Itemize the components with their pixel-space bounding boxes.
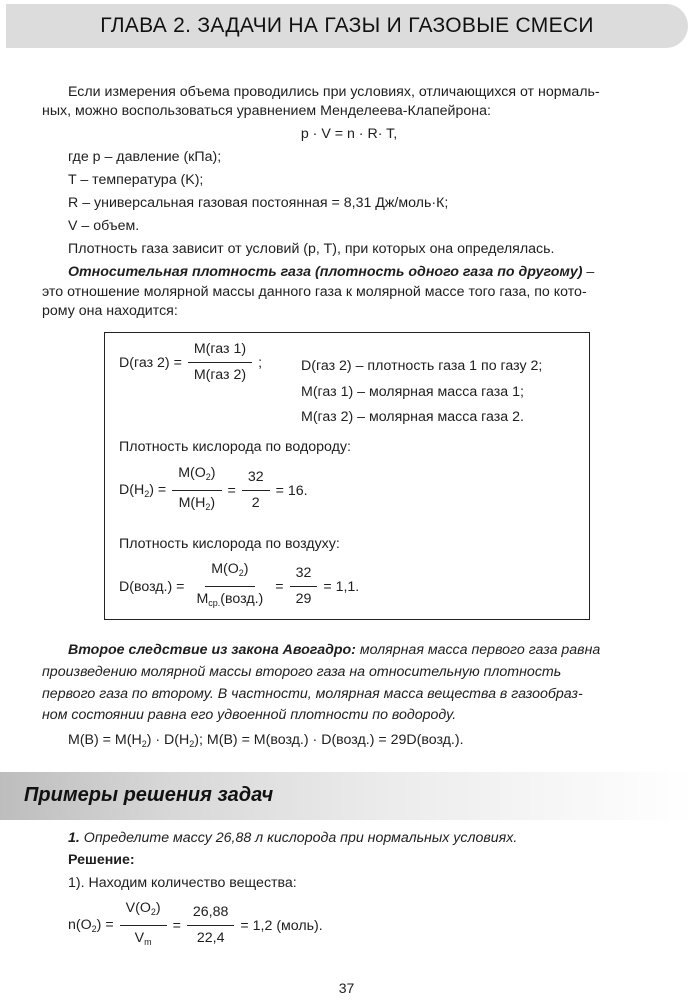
relative-density-term: Относительная плотность газа (плотность одного газа по другому) [68, 264, 583, 280]
example-task: 1. Определите массу 26,88 л кислорода при нормальных условиях. [68, 830, 518, 846]
relative-density-line-1: Относительная плотность газа (плотность одного газа по другому) – [68, 264, 595, 280]
section-title: Примеры решения задач [24, 784, 274, 806]
consequence-line-4: ном состоянии равна его удвоенной плотности по водороду. [42, 707, 457, 723]
oxygen-air-formula: D(возд.) = $\frac{M(O_2)}{M_{ср.}(возд.)}$ = $\frac{32}{29}$ = 1,1. [119, 561, 360, 608]
legend-item-1: D(газ 2) – плотность газа 1 по газу 2; [301, 358, 543, 374]
formula-box [104, 332, 590, 620]
def-volume: V – объем. [68, 218, 140, 234]
legend-item-2: M(газ 1) – молярная масса газа 1; [301, 384, 524, 400]
page-number: 37 [338, 980, 355, 996]
consequence-formula: $M(B) = M(H_2) \cdot D(H_2)$; M(B) = M(возд.) · D(возд.) = 29D(возд.). [68, 732, 464, 749]
consequence-line-3: первого газа по второму. В частности, молярная масса вещества в газообраз- [42, 686, 583, 702]
chapter-header [6, 4, 688, 48]
def-pressure: где p – давление (кПа); [68, 149, 222, 165]
section-header [0, 772, 693, 820]
density-fraction: $\frac{\text{M(газ 1)}}{\text{M(газ 2)}}$ [188, 341, 252, 384]
consequence-line-2: произведению молярной массы второго газа на относительную плотность [42, 664, 562, 680]
oxygen-hydrogen-title: Плотность кислорода по водороду: [119, 439, 351, 455]
moles-formula: $n(O_2)$ = $\frac{V(O_2)}{V_m}$ = $\frac{26,88}{22,4}$ = 1,2 (моль). [68, 900, 323, 947]
consequence-line-1: Второе следствие из закона Авогадро: молярная масса первого газа равна [68, 642, 601, 658]
oxygen-hydrogen-formula: $D(H_2)$ = $\frac{M(O_2)}{M(H_2)}$ = $\frac{32}{2}$ = 16. [119, 465, 308, 512]
consequence-term: Второе следствие из закона Авогадро: [68, 642, 356, 658]
solution-step-1: 1). Находим количество вещества: [68, 875, 297, 891]
def-gas-constant: R – универсальная газовая постоянная = 8,31 Дж/моль·К; [68, 195, 449, 211]
intro-line-2: ных, можно воспользоваться уравнением Менделеева-Клапейрона: [42, 103, 491, 119]
density-formula: D(газ 2) = $\frac{\text{M(газ 1)}}{\text{M(газ 2)}}$ ; [119, 341, 263, 383]
def-temperature: T – температура (K); [68, 172, 204, 188]
oxygen-air-title: Плотность кислорода по воздуху: [119, 536, 340, 552]
clapeyron-formula: p · V = n · R· T, [300, 126, 398, 142]
chapter-title: ГЛАВА 2. ЗАДАЧИ НА ГАЗЫ И ГАЗОВЫЕ СМЕСИ [100, 14, 594, 37]
relative-density-line-2: это отношение молярной массы данного газа к молярной массе того газа, по кото- [42, 284, 587, 300]
density-note: Плотность газа зависит от условий (p, T), при которых она определялась. [68, 241, 555, 257]
intro-line-1: Если измерения объема проводились при условиях, отличающихся от нормаль- [68, 84, 600, 100]
relative-density-line-3: рому она находится: [42, 303, 178, 319]
legend-item-3: M(газ 2) – молярная масса газа 2. [301, 409, 524, 425]
solution-label: Решение: [68, 852, 135, 868]
